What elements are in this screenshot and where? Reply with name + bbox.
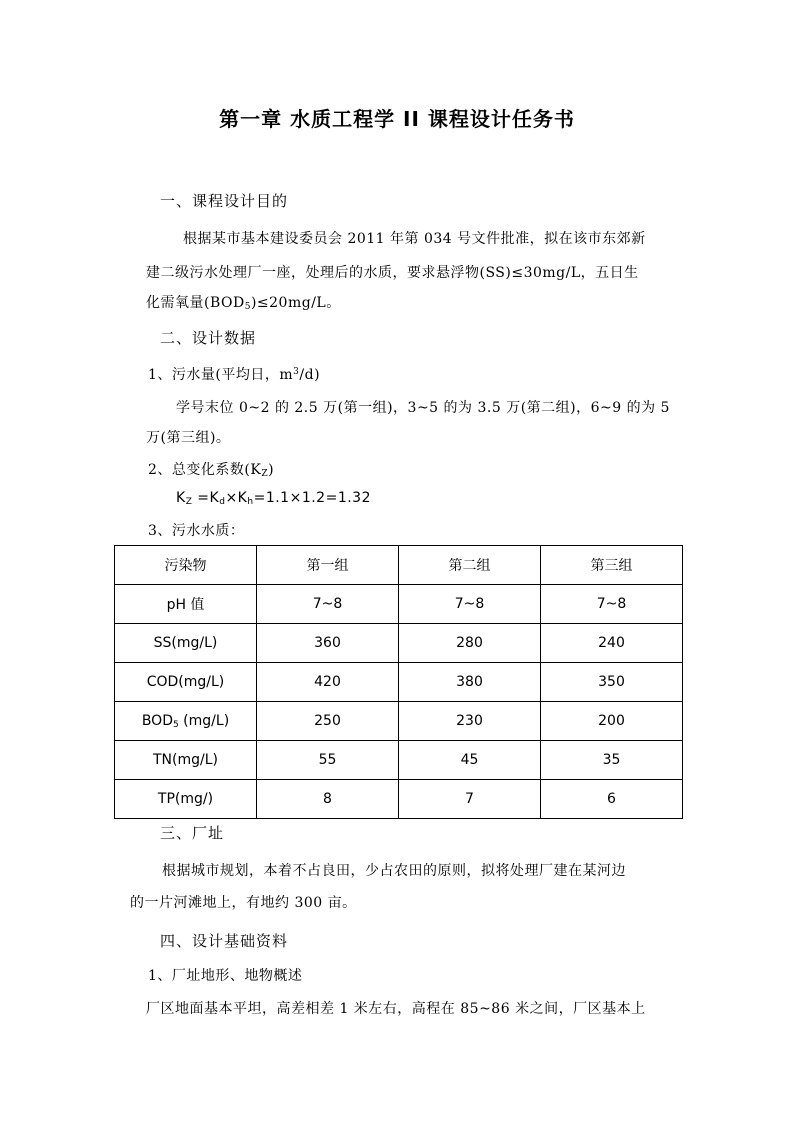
table-cell: 240 (541, 624, 683, 663)
row-label: COD(mg/L) (115, 663, 257, 702)
table-header-row (115, 546, 683, 585)
table-row (115, 741, 683, 780)
table-header-cell: 污染物 (115, 546, 257, 585)
table-cell: 8 (257, 780, 399, 819)
paragraph-line: 厂区地面基本平坦，高差相差 1 米左右，高程在 85~86 米之间，厂区基本上 (146, 1001, 646, 1017)
item-heading: 3、污水水质： (148, 523, 245, 539)
item-heading: 1、厂址地形、地物概述 (148, 968, 303, 984)
table-cell: 360 (257, 624, 399, 663)
table-cell: 200 (541, 702, 683, 741)
table-cell: 7~8 (541, 585, 683, 624)
row-label: SS(mg/L) (115, 624, 257, 663)
page-title: 第一章 水质工程学 II 课程设计任务书 (219, 107, 575, 131)
formula: $K_Z =K_d\times K_h=1.1\times 1.2=1.32$ (176, 490, 371, 507)
item-heading: 1、污水量(平均日，$m^3/d$) (148, 367, 321, 383)
table-row (115, 585, 683, 624)
row-label: TP(mg/) (115, 780, 257, 819)
section-heading-design-data: 二、设计数据 (160, 329, 257, 347)
item-heading: 2、总变化系数$(K_Z)$ (148, 462, 275, 479)
table-cell: 280 (399, 624, 541, 663)
row-label: pH 值 (115, 585, 257, 624)
table-cell: 230 (399, 702, 541, 741)
table-header-cell: 第二组 (399, 546, 541, 585)
paragraph-line: 万(第三组)。 (146, 430, 231, 446)
table-header-cell: 第三组 (541, 546, 683, 585)
table-cell: 35 (541, 741, 683, 780)
section-heading-purpose: 一、课程设计目的 (160, 192, 289, 210)
table-cell: 45 (399, 741, 541, 780)
table-cell: 7~8 (399, 585, 541, 624)
paragraph-line: 的一片河滩地上，有地约 300 亩。 (130, 895, 357, 911)
paragraph-line: 建二级污水处理厂一座，处理后的水质，要求悬浮物(SS)≤30mg/L，五日生 (146, 265, 639, 281)
row-label: $BOD_5$ (mg/L) (115, 702, 257, 741)
table-cell: 7 (399, 780, 541, 819)
paragraph-line: 根据城市规划，本着不占良田，少占农田的原则，拟将处理厂建在某河边 (162, 863, 626, 879)
paragraph-line: 学号末位 0~2 的 2.5 万(第一组)，3~5 的为 3.5 万(第二组)，6~9 的为 5 (176, 400, 670, 416)
table-cell: 7~8 (257, 585, 399, 624)
table-row (115, 780, 683, 819)
table-cell: 55 (257, 741, 399, 780)
table-cell: 350 (541, 663, 683, 702)
table-row (115, 702, 683, 741)
table-cell: 420 (257, 663, 399, 702)
table-cell: 250 (257, 702, 399, 741)
table-row (115, 663, 683, 702)
section-heading-basic-data: 四、设计基础资料 (160, 932, 289, 950)
water-quality-table (114, 545, 683, 819)
table-row (115, 624, 683, 663)
section-heading-site: 三、厂址 (160, 824, 225, 842)
table-cell: 6 (541, 780, 683, 819)
paragraph-line: 化需氧量$(BOD_5)\le 20mg/L$。 (146, 295, 341, 312)
table-cell: 380 (399, 663, 541, 702)
row-label: TN(mg/L) (115, 741, 257, 780)
paragraph-line: 根据某市基本建设委员会 2011 年第 034 号文件批准，拟在该市东郊新 (183, 231, 646, 247)
table-header-cell: 第一组 (257, 546, 399, 585)
